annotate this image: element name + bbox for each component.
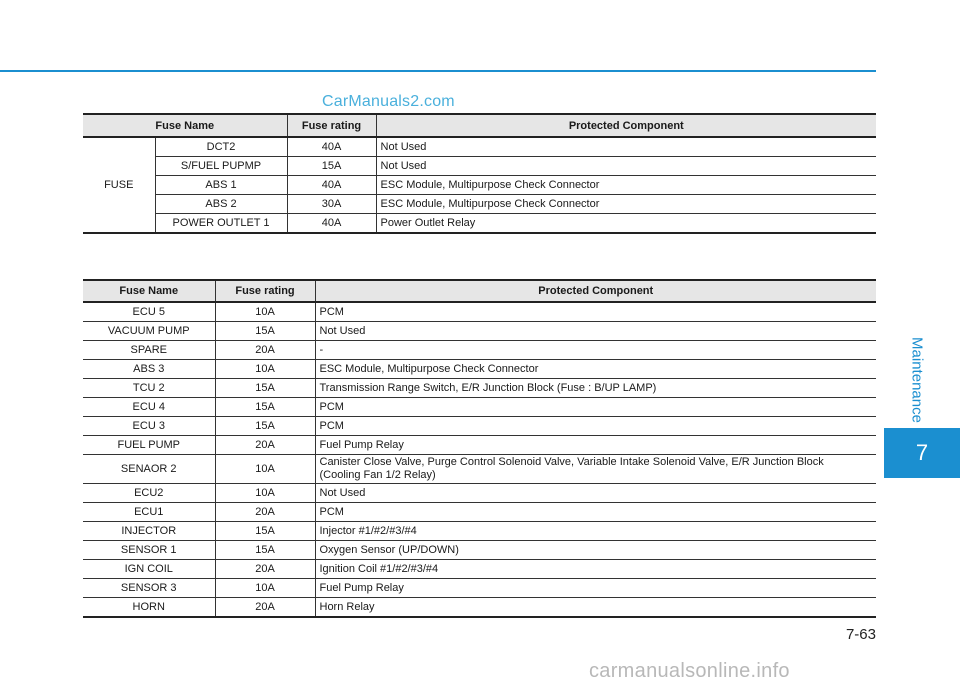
fuse-name-cell: SENSOR 3 bbox=[83, 579, 215, 598]
fuse-rating-cell: 20A bbox=[215, 503, 315, 522]
fuse-rating-cell: 30A bbox=[287, 195, 376, 214]
fuse-rating-cell: 20A bbox=[215, 560, 315, 579]
fuse-name-cell: POWER OUTLET 1 bbox=[155, 214, 287, 234]
fuse-name-cell: VACUUM PUMP bbox=[83, 322, 215, 341]
fuse-rating-cell: 15A bbox=[215, 522, 315, 541]
fuse-name-cell: ABS 3 bbox=[83, 360, 215, 379]
fuse-table-1 bbox=[83, 113, 876, 234]
fuse-rating-cell: 15A bbox=[215, 541, 315, 560]
fuse-rating-cell: 10A bbox=[215, 455, 315, 484]
table-row bbox=[83, 522, 876, 541]
table-header-row bbox=[83, 114, 876, 137]
section-label-text: Maintenance bbox=[908, 337, 926, 423]
protected-component-cell: Ignition Coil #1/#2/#3/#4 bbox=[315, 560, 876, 579]
page-number: 7-63 bbox=[845, 626, 876, 643]
fuse-rating-cell: 20A bbox=[215, 436, 315, 455]
protected-component-cell: Injector #1/#2/#3/#4 bbox=[315, 522, 876, 541]
fuse-rating-cell: 10A bbox=[215, 302, 315, 322]
table-row bbox=[83, 195, 876, 214]
fuse-rating-cell: 15A bbox=[215, 417, 315, 436]
fuse-name-cell: DCT2 bbox=[155, 137, 287, 157]
protected-component-cell: PCM bbox=[315, 302, 876, 322]
chapter-number: 7 bbox=[915, 440, 929, 465]
header-fuse-name: Fuse Name bbox=[83, 280, 215, 302]
table-row bbox=[83, 398, 876, 417]
fuse-rating-cell: 40A bbox=[287, 214, 376, 234]
header-fuse-rating: Fuse rating bbox=[287, 114, 376, 137]
fuse-rating-cell: 15A bbox=[215, 322, 315, 341]
table-row bbox=[83, 503, 876, 522]
table-row bbox=[83, 417, 876, 436]
protected-component-cell: Oxygen Sensor (UP/DOWN) bbox=[315, 541, 876, 560]
fuse-name-cell: SENAOR 2 bbox=[83, 455, 215, 484]
protected-component-cell: Horn Relay bbox=[315, 598, 876, 618]
table-row bbox=[83, 484, 876, 503]
fuse-rating-cell: 10A bbox=[215, 484, 315, 503]
table-row bbox=[83, 379, 876, 398]
table-row bbox=[83, 322, 876, 341]
fuse-rating-cell: 20A bbox=[215, 598, 315, 618]
fuse-group-label: FUSE bbox=[83, 137, 155, 233]
fuse-name-cell: IGN COIL bbox=[83, 560, 215, 579]
fuse-rating-cell: 40A bbox=[287, 176, 376, 195]
fuse-name-cell: SENSOR 1 bbox=[83, 541, 215, 560]
fuse-name-cell: ECU 3 bbox=[83, 417, 215, 436]
protected-component-cell: PCM bbox=[315, 503, 876, 522]
table-row bbox=[83, 560, 876, 579]
table-row bbox=[83, 157, 876, 176]
fuse-name-cell: ECU 5 bbox=[83, 302, 215, 322]
header-protected-component: Protected Component bbox=[315, 280, 876, 302]
fuse-name-cell: ECU 4 bbox=[83, 398, 215, 417]
protected-component-cell: PCM bbox=[315, 398, 876, 417]
fuse-name-cell: INJECTOR bbox=[83, 522, 215, 541]
fuse-rating-cell: 15A bbox=[215, 398, 315, 417]
header-rule bbox=[0, 70, 876, 72]
protected-component-cell: Transmission Range Switch, E/R Junction Block (Fuse : B/UP LAMP) bbox=[315, 379, 876, 398]
fuse-name-cell: HORN bbox=[83, 598, 215, 618]
fuse-name-cell: ECU1 bbox=[83, 503, 215, 522]
header-fuse-name: Fuse Name bbox=[83, 114, 287, 137]
fuse-rating-cell: 20A bbox=[215, 341, 315, 360]
fuse-name-cell: S/FUEL PUPMP bbox=[155, 157, 287, 176]
watermark-top[interactable]: CarManuals2.com bbox=[322, 93, 455, 110]
header-protected-component: Protected Component bbox=[376, 114, 876, 137]
protected-component-cell: Not Used bbox=[376, 157, 876, 176]
protected-component-cell: - bbox=[315, 341, 876, 360]
table-row bbox=[83, 360, 876, 379]
protected-component-cell: ESC Module, Multipurpose Check Connector bbox=[315, 360, 876, 379]
fuse-rating-cell: 10A bbox=[215, 360, 315, 379]
protected-component-cell: ESC Module, Multipurpose Check Connector bbox=[376, 176, 876, 195]
fuse-name-cell: ABS 1 bbox=[155, 176, 287, 195]
table-row bbox=[83, 436, 876, 455]
protected-component-cell: Not Used bbox=[315, 484, 876, 503]
fuse-name-cell: ABS 2 bbox=[155, 195, 287, 214]
table-row bbox=[83, 214, 876, 234]
fuse-name-cell: TCU 2 bbox=[83, 379, 215, 398]
table-row bbox=[83, 455, 876, 484]
table-row bbox=[83, 302, 876, 322]
table-row bbox=[83, 176, 876, 195]
chapter-tab bbox=[884, 428, 960, 478]
header-fuse-rating: Fuse rating bbox=[215, 280, 315, 302]
table-header-row bbox=[83, 280, 876, 302]
fuse-rating-cell: 10A bbox=[215, 579, 315, 598]
fuse-name-cell: SPARE bbox=[83, 341, 215, 360]
fuse-table-2 bbox=[83, 279, 876, 618]
fuse-rating-cell: 15A bbox=[287, 157, 376, 176]
table-row bbox=[83, 579, 876, 598]
table-row bbox=[83, 341, 876, 360]
table-row bbox=[83, 541, 876, 560]
table-row bbox=[83, 137, 876, 157]
protected-component-cell: ESC Module, Multipurpose Check Connector bbox=[376, 195, 876, 214]
protected-component-cell: Not Used bbox=[376, 137, 876, 157]
fuse-rating-cell: 15A bbox=[215, 379, 315, 398]
fuse-rating-cell: 40A bbox=[287, 137, 376, 157]
protected-component-cell: PCM bbox=[315, 417, 876, 436]
section-label bbox=[897, 330, 937, 430]
protected-component-cell: Power Outlet Relay bbox=[376, 214, 876, 234]
protected-component-cell: Canister Close Valve, Purge Control Solenoid Valve, Variable Intake Solenoid Valve, E/R Junction Block (Cooling Fan 1/2 Relay) bbox=[315, 455, 876, 484]
protected-component-cell: Fuel Pump Relay bbox=[315, 579, 876, 598]
watermark-bottom[interactable]: carmanualsonline.info bbox=[589, 660, 790, 682]
fuse-name-cell: ECU2 bbox=[83, 484, 215, 503]
protected-component-cell: Not Used bbox=[315, 322, 876, 341]
fuse-name-cell: FUEL PUMP bbox=[83, 436, 215, 455]
protected-component-cell: Fuel Pump Relay bbox=[315, 436, 876, 455]
table-row bbox=[83, 598, 876, 618]
